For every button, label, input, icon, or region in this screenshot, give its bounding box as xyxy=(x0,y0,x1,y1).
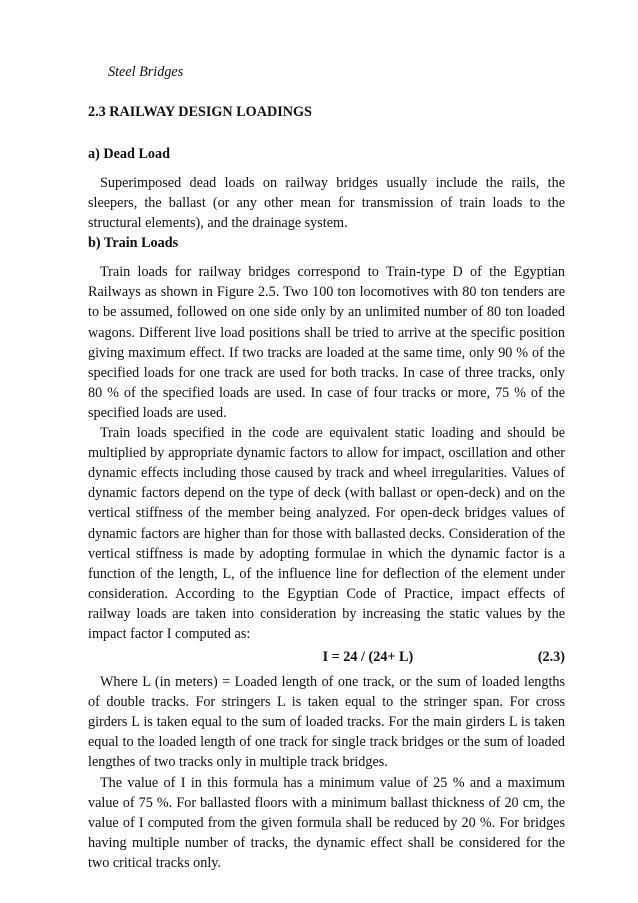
train-loads-paragraph-1: Train loads for railway bridges correspond to Train-type D of the Egyptian Railways as shown in Figure 2.5. Two 100 ton locomotives with 80 ton tenders are to be assumed, followed on one side only by an unlimited number of 80 ton loaded wagons. Different live load positions shall be tried to arrive at the specific position giving maximum effect. If two tracks are loaded at the same time, only 90 % of the specified loads for one track are used for both tracks. In case of three tracks, only 80 % of the specified loads are used. In case of four tracks or more, 75 % of the specified loads are used. xyxy=(88,264,565,421)
equation-formula: I = 24 / (24+ L) xyxy=(322,649,414,666)
document-page xyxy=(88,62,565,873)
train-loads-paragraph-3: Where L (in meters) = Loaded length of one track, or the sum of loaded lengths of double tracks. For stringers L is taken equal to the stringer span. For cross girders L is taken equal to the sum of loaded tracks. For the main girders L is taken equal to the loaded length of one track for single track bridges or the sum of loaded lengthes of two tracks only in multiple track bridges. xyxy=(88,674,565,771)
section-title: 2.3 RAILWAY DESIGN LOADINGS xyxy=(88,104,312,120)
equation-spacer xyxy=(88,647,148,667)
train-loads-paragraph-4: The value of I in this formula has a minimum value of 25 % and a maximum value of 75 %. For ballasted floors with a minimum ballast thickness of 20 cm, the value of I computed from the given formula shall be reduced by 20 %. For bridges having multiple number of tracks, the dynamic effect shall be considered for the two critical tracks only. xyxy=(88,774,565,871)
dead-load-paragraph: Superimposed dead loads on railway bridges usually include the rails, the sleepers, the ballast (or any other mean for transmission of train loads to the structural elements), and the drainage system. xyxy=(88,175,565,232)
train-loads-paragraph-2: Train loads specified in the code are equivalent static loading and should be multiplied by appropriate dynamic factors to allow for impact, oscillation and other dynamic effects including those caused by track and wheel irregularities. Values of dynamic factors depend on the type of deck (with ballast or open-deck) and on the vertical stiffness of the member being analyzed. For open-deck bridges values of dynamic factors are higher than for those with ballasted decks. Consideration of the vertical stiffness is made by adopting formulae in which the dynamic factor is a function of the length, L, of the influence line for deflection of the element under consideration. According to the Egyptian Code of Practice, impact effects of railway loads are taken into consideration by increasing the static values by the impact factor I computed as: xyxy=(88,425,565,642)
train-loads-heading: b) Train Loads xyxy=(88,235,179,252)
impact-factor-equation xyxy=(88,647,565,667)
dead-load-heading: a) Dead Load xyxy=(88,146,170,162)
equation-number: (2.3) xyxy=(537,649,565,666)
running-header: Steel Bridges xyxy=(108,64,184,80)
